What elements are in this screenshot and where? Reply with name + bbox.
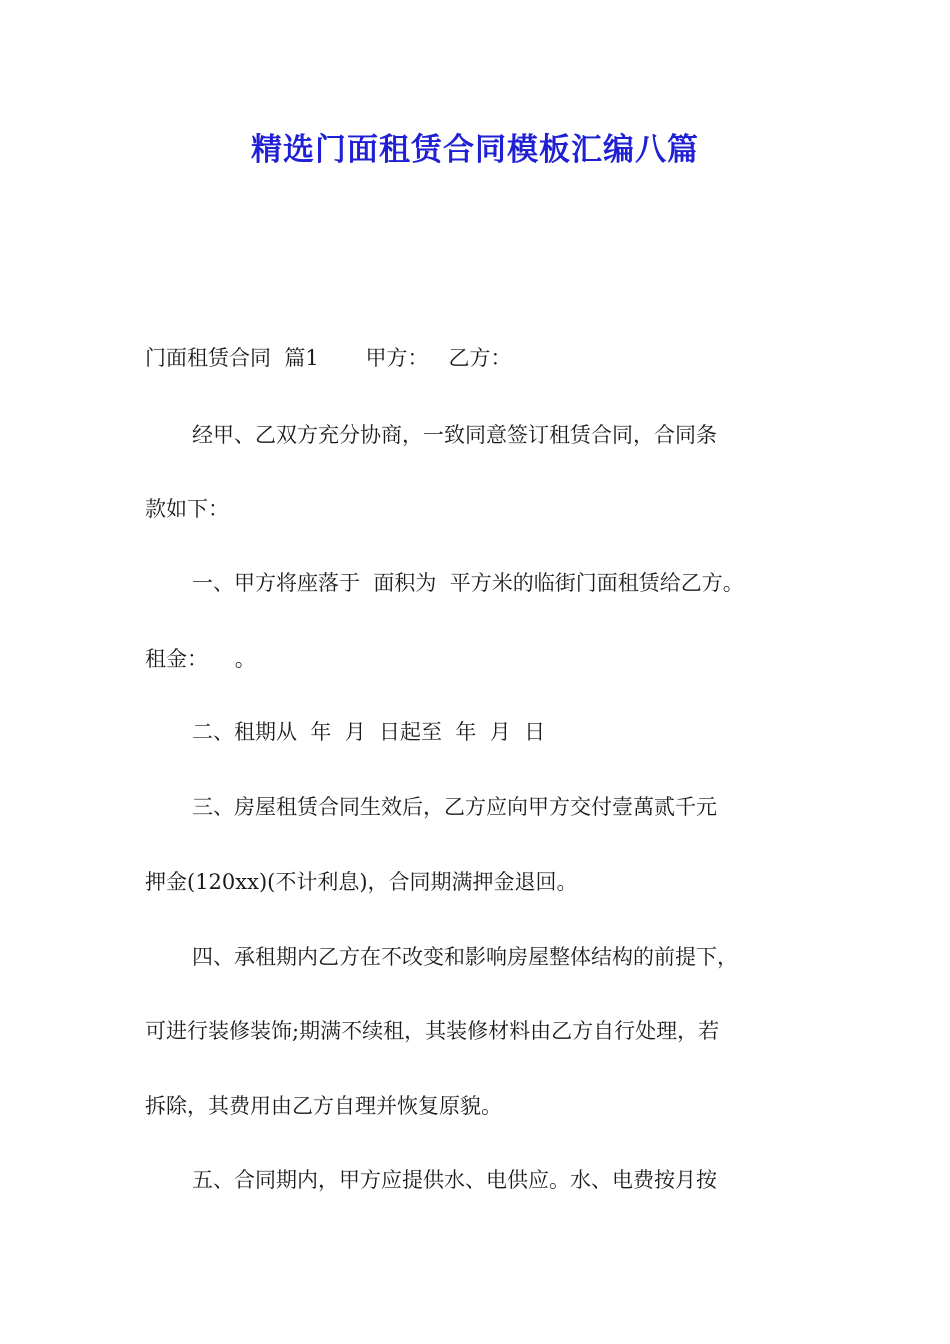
paragraph-line: 款如下： <box>145 497 229 521</box>
paragraph-line: 五、合同期内，甲方应提供水、电供应。水、电费按月按 <box>192 1168 717 1192</box>
paragraph-line: 一、甲方将座落于 面积为 平方米的临街门面租赁给乙方。 <box>192 571 744 595</box>
contract-heading-line: 门面租赁合同 篇1 甲方： 乙方： <box>145 346 512 370</box>
paragraph-line: 二、租期从 年 月 日起至 年 月 日 <box>192 720 546 744</box>
paragraph-line: 三、房屋租赁合同生效后，乙方应向甲方交付壹萬贰千元 <box>192 795 717 819</box>
paragraph-line: 租金： 。 <box>145 647 256 671</box>
paragraph-line: 四、承租期内乙方在不改变和影响房屋整体结构的前提下， <box>192 945 738 969</box>
paragraph-line: 可进行装修装饰;期满不续租，其装修材料由乙方自行处理，若 <box>145 1019 720 1043</box>
document-title: 精选门面租赁合同模板汇编八篇 <box>251 132 699 168</box>
paragraph-line: 押金(120xx)(不计利息)，合同期满押金退回。 <box>145 870 578 894</box>
paragraph-line: 经甲、乙双方充分协商，一致同意签订租赁合同，合同条 <box>192 423 717 447</box>
paragraph-line: 拆除，其费用由乙方自理并恢复原貌。 <box>145 1094 502 1118</box>
